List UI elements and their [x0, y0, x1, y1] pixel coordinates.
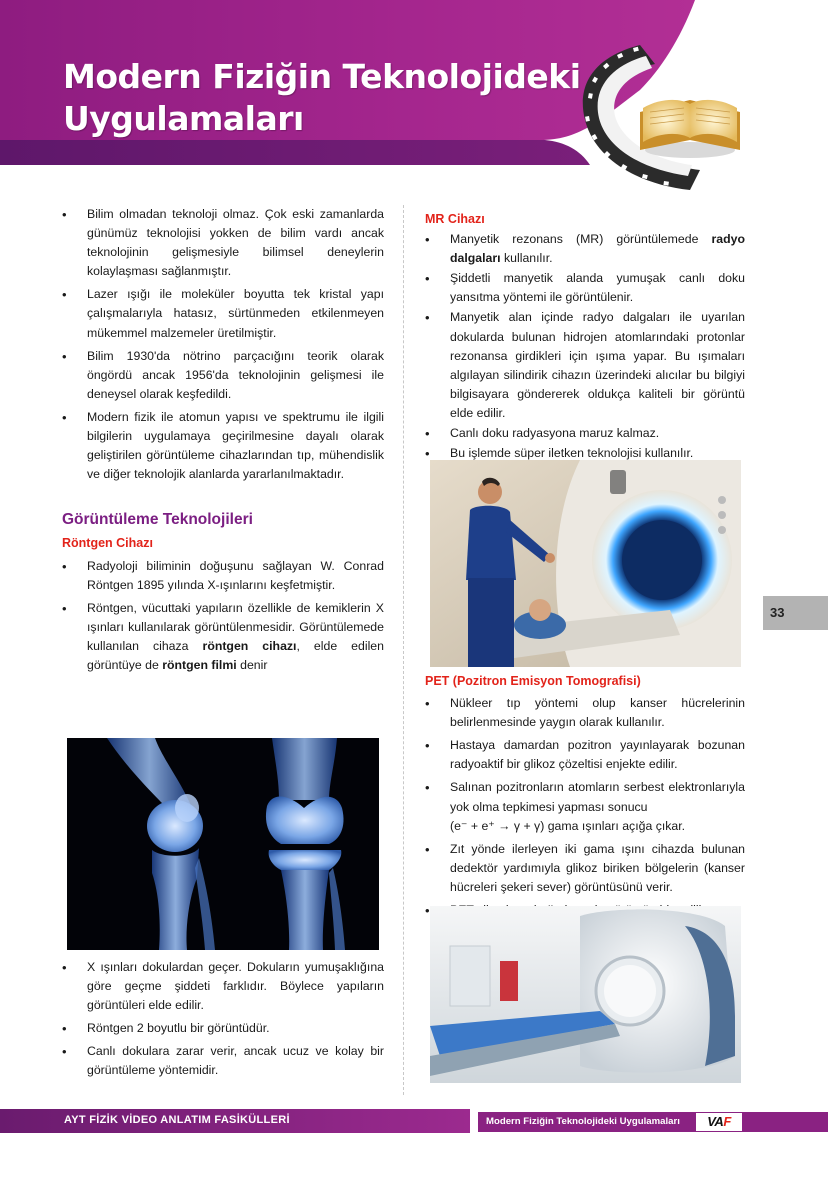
- page-header: [0, 0, 828, 200]
- text-segment: kullanılır.: [500, 251, 553, 266]
- pet-section: [425, 672, 745, 924]
- list-item: [62, 599, 384, 675]
- text-segment: Röntgen, vücuttaki yapıların özellikle de kemiklerin X ışınları kullanılarak görüntülenmesidir. Görüntülemede kullanılan cihaza: [87, 600, 384, 653]
- text-segment: denir: [236, 657, 268, 672]
- mr-list: [425, 230, 745, 463]
- list-item: • Zıt yönde ilerleyen iki gama ışını cihazda bulunan dedektör yardımıyla glikoz biriken bölgelerin (kanser hücreleri şekeri sever) görüntüsünü verir.: [425, 840, 745, 897]
- text-segment: , elde edilen görüntüye de: [87, 638, 384, 672]
- bold-term: radyo dalgaları: [450, 232, 745, 266]
- list-item: [425, 778, 745, 835]
- title-line-1: Modern Fiziğin Teknolojideki: [63, 57, 581, 96]
- list-item: • Manyetik alan içinde radyo dalgaları ile uyarılan dokularda bulunan hidrojen atomlarındaki protonlar rezonansa girdikleri için ışıma yapar. Bu ışımaları algılayan silindirik cihazın üzerindeki alıcılar bu bilgiyi bilgisayara göndererek oldukça kaliteli bir görüntü elde edilir.: [425, 308, 745, 423]
- list-item: • Radyoloji biliminin doğuşunu sağlayan W. Conrad Röntgen 1895 yılında X-ışınlarını keşfetmiştir.: [62, 557, 384, 595]
- intro-list: [62, 205, 384, 484]
- list-item: • Nükleer tıp yöntemi olup kanser hücrelerinin belirlenmesinde yaygın olarak kullanılır.: [425, 694, 745, 732]
- subtitle-pet: PET (Pozitron Emisyon Tomografisi): [425, 674, 641, 688]
- list-item: • Canlı dokulara zarar verir, ancak ucuz ve kolay bir görüntüleme yöntemidir.: [62, 1042, 384, 1080]
- section-title-imaging: Görüntüleme Teknolojileri: [62, 511, 253, 529]
- footer-series-bar: [0, 1109, 470, 1133]
- title-line-2: Uygulamaları: [63, 99, 304, 138]
- list-item: • Hastaya damardan pozitron yayınlayarak bozunan radyoaktif bir glikoz çözeltisi enjekte edilir.: [425, 736, 745, 774]
- column-divider: [403, 205, 404, 1095]
- text-segment: Salınan pozitronların atomların serbest elektronlarıyla yok olma tepkimesi yapması sonucu: [450, 780, 745, 814]
- publisher-logo: [696, 1113, 742, 1131]
- page-number: 33: [763, 596, 828, 630]
- logo-text: VA: [707, 1114, 724, 1129]
- list-item: [425, 230, 745, 268]
- footer-chapter-bar: [478, 1112, 828, 1132]
- xray-list: [62, 557, 384, 676]
- pet-list: [425, 694, 745, 920]
- bold-term: röntgen cihazı: [202, 638, 297, 653]
- bold-term: röntgen filmi: [162, 657, 237, 672]
- right-column: [425, 210, 745, 464]
- subtitle-xray: Röntgen Cihazı: [62, 536, 153, 551]
- subtitle-mr: MR Cihazı: [425, 212, 485, 226]
- list-item: • Modern fizik ile atomun yapısı ve spektrumu ile ilgili bilgilerin uygulamaya geçirilmesine dayalı olarak geliştirilen görüntüleme cihazlarından tıp, mühendislik ve diğer teknolojik alanlarda yararlanılmaktadır.: [62, 408, 384, 484]
- xray-knee-image: [67, 738, 379, 950]
- footer-series-title: AYT FİZİK VİDEO ANLATIM FASİKÜLLERİ: [64, 1114, 290, 1126]
- list-item: • X ışınları dokulardan geçer. Dokuların yumuşaklığına göre geçme şiddeti farklıdır. Böylece yapıların görüntüleri elde edilir.: [62, 958, 384, 1015]
- page-title: [63, 56, 583, 140]
- list-item: • Lazer ışığı ile moleküler boyutta tek kristal yapı çalışmalarıyla hatasız, sürtünmeden etkilenmeyen mükemmel malzemeler üretilmiştir.: [62, 285, 384, 342]
- list-item: • Canlı doku radyasyona maruz kalmaz.: [425, 424, 745, 443]
- mri-scanner-image: [430, 460, 741, 667]
- open-book-icon: [640, 100, 740, 158]
- footer-chapter-title: Modern Fiziğin Teknolojideki Uygulamaları: [486, 1116, 680, 1127]
- reaction-equation: (e⁻ + e⁺ → γ + γ) gama ışınları açığa çıkar.: [450, 818, 686, 833]
- list-item: • Bilim olmadan teknoloji olmaz. Çok eski zamanlarda günümüz teknolojisi yokken de bilim vardı ancak teknolojinin gelişmesiyle bilimsel deneylerin kolaylaşması sağlanmıştır.: [62, 205, 384, 281]
- xray-details-list: [62, 958, 384, 1081]
- list-item: • Bu işlemde süper iletken teknolojisi kullanılır.: [425, 444, 745, 463]
- pet-scanner-image: [430, 906, 741, 1083]
- list-item: • Röntgen 2 boyutlu bir görüntüdür.: [62, 1019, 384, 1038]
- list-item: • Şiddetli manyetik alanda yumuşak canlı doku yansıtma yöntemi ile görüntülenir.: [425, 269, 745, 307]
- logo-accent-text: F: [723, 1114, 731, 1129]
- xray-details: [62, 958, 384, 1085]
- list-item: • Bilim 1930'da nötrino parçacığını teorik olarak öngördü ancak 1956'da teknolojinin gelişmesi ile deneysel olarak keşfedildi.: [62, 347, 384, 404]
- text-segment: Manyetik rezonans (MR) görüntülemede: [450, 232, 712, 247]
- left-column: [62, 205, 384, 679]
